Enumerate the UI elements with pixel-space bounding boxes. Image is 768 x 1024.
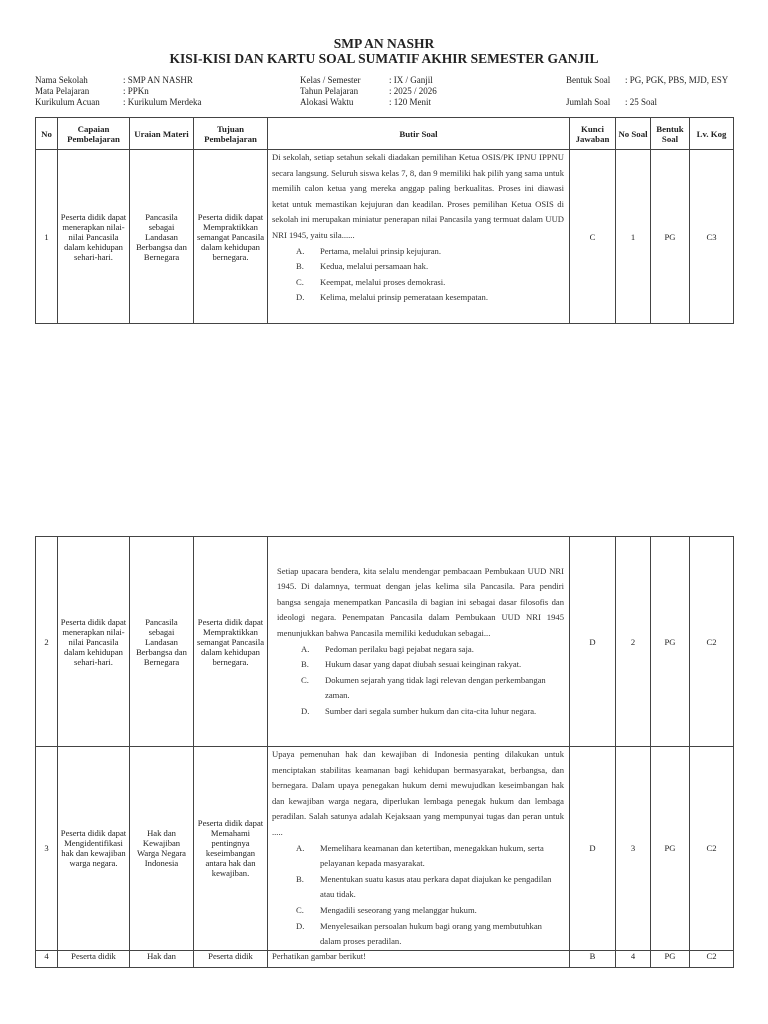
cell-nosoal: 1 (616, 150, 651, 324)
info-row (300, 75, 437, 86)
option-a: A. Memelihara keamanan dan ketertiban, menegakkan hukum, serta pelayanan kepada masyarakat. (296, 842, 544, 869)
cell-tujuan: Peserta didik (194, 950, 268, 967)
option-c: C. Mengadili seseorang yang melanggar hukum. (296, 904, 477, 915)
header-kunci: Kunci Jawaban (570, 118, 616, 150)
table-row (36, 150, 734, 324)
info-value: : 2025 / 2026 (389, 86, 437, 96)
info-label: Kurikulum Acuan (35, 97, 100, 107)
info-column-3 (566, 75, 728, 108)
info-row (35, 97, 201, 108)
cell-uraian: Hak dan Kewajiban Warga Negara Indonesia (130, 747, 194, 951)
table-header-row (36, 118, 734, 150)
question-text: Perhatikan gambar berikut! (272, 950, 367, 961)
cell-kunci: C (570, 150, 616, 324)
cell-butir-soal (268, 950, 570, 967)
cell-capaian: Peserta didik (58, 950, 130, 967)
cell-butir-soal (268, 537, 570, 747)
header-uraian: Uraian Materi (130, 118, 194, 150)
cell-kunci: D (570, 747, 616, 951)
info-label: Tahun Pelajaran (300, 86, 359, 96)
cell-uraian: Hak dan (130, 950, 194, 967)
cell-lvkog: C3 (690, 150, 734, 324)
question-text: Setiap upacara bendera, kita selalu mendengar pembacaan Pembukaan UUD NRI 1945. Di dalamnya, termuat dengan jelas kelima sila Pancasila. Para pendiri bangsa sengaja menempatkan Pancasila di bagian ini sebagai dasar filosofis dan ideologi negara. Penempatan Pancasila dalam Pembukaan UUD NRI 1945 menunjukkan bahwa Pancasila memiliki kedudukan sebagai... (277, 565, 564, 638)
cell-lvkog: C2 (690, 950, 734, 967)
cell-bentuk: PG (651, 537, 690, 747)
cell-tujuan: Peserta didik dapat Mempraktikkan semangat Pancasila dalam kehidupan bernegara. (194, 150, 268, 324)
option-c: C. Keempat, melalui proses demokrasi. (296, 276, 446, 287)
header-bentuk: Bentuk Soal (651, 118, 690, 150)
header-no: No (36, 118, 58, 150)
info-value: : 120 Menit (389, 97, 431, 107)
option-d: D. Menyelesaikan persoalan hukum bagi orang yang membutuhkan dalam proses peradilan. (296, 920, 542, 947)
cell-no: 4 (36, 950, 58, 967)
cell-kunci: B (570, 950, 616, 967)
info-value: : 25 Soal (625, 97, 658, 107)
cell-tujuan: Peserta didik dapat Mempraktikkan semangat Pancasila dalam kehidupan bernegara. (194, 537, 268, 747)
info-column-2 (300, 75, 437, 108)
header-nosoal: No Soal (616, 118, 651, 150)
question-text: Di sekolah, setiap setahun sekali diadakan pemilihan Ketua OSIS/PK IPNU IPPNU secara langsung. Seluruh siswa kelas 7, 8, dan 9 memiliki hak pilih yang sama untuk memilih calon ketua yang mereka anggap paling berkualitas. Proses ini diawasi ketat untuk memastikan kejujuran dan keadilan. Proses pemilihan Ketua OSIS di sekolah ini merupakan miniatur penerapan nilai Pancasila yang termuat dalam UUD NRI 1945, yaitu sila...... (272, 152, 564, 240)
info-label: Bentuk Soal (566, 75, 611, 85)
info-value: : IX / Ganjil (389, 75, 433, 85)
info-value: : PPKn (123, 86, 149, 96)
info-value: : SMP AN NASHR (123, 75, 193, 85)
cell-capaian: Peserta didik dapat Mengidentifikasi hak dan kewajiban warga negara. (58, 747, 130, 951)
option-d: D. Sumber dari segala sumber hukum dan cita-cita luhur negara. (301, 705, 537, 716)
info-row (566, 75, 728, 86)
header-lvkog: Lv. Kog (690, 118, 734, 150)
info-label: Nama Sekolah (35, 75, 88, 85)
cell-lvkog: C2 (690, 747, 734, 951)
cell-butir-soal (268, 747, 570, 951)
cell-nosoal: 2 (616, 537, 651, 747)
info-value: : PG, PGK, PBS, MJD, ESY (625, 75, 729, 85)
option-d: D. Kelima, melalui prinsip pemerataan kesempatan. (296, 292, 488, 303)
info-value: : Kurikulum Merdeka (123, 97, 202, 107)
cell-no: 2 (36, 537, 58, 747)
header-butir: Butir Soal (268, 118, 570, 150)
info-label: Jumlah Soal (566, 97, 611, 107)
info-row (35, 86, 201, 97)
table-row (36, 950, 734, 967)
option-b: B. Kedua, melalui persamaan hak. (296, 261, 429, 272)
cell-capaian: Peserta didik dapat menerapkan nilai-nilai Pancasila dalam kehidupan sehari-hari. (58, 537, 130, 747)
cell-lvkog: C2 (690, 537, 734, 747)
info-row (566, 97, 728, 108)
cell-no: 1 (36, 150, 58, 324)
info-label: Kelas / Semester (300, 75, 361, 85)
option-b: B. Hukum dasar yang dapat diubah sesuai keinginan rakyat. (301, 659, 522, 670)
question-text: Upaya pemenuhan hak dan kewajiban di Indonesia penting dilakukan untuk menciptakan stabilitas keamanan bagi kehidupan bermasyarakat, berbangsa, dan bernegara. Dalam upaya penegakan hukum demi mewujudkan keseimbangan hak dan kewajiban warga negara, diperlukan lembaga penegak hukum dan lembaga peradilan. Salah satunya adalah Kejaksaan yang mempunyai tugas dan peran untuk ..... (272, 749, 564, 837)
cell-uraian: Pancasila sebagai Landasan Berbangsa dan Bernegara (130, 150, 194, 324)
header-capaian: Capaian Pembelajaran (58, 118, 130, 150)
cell-capaian: Peserta didik dapat menerapkan nilai-nilai Pancasila dalam kehidupan sehari-hari. (58, 150, 130, 324)
info-row (300, 86, 437, 97)
table-row (36, 747, 734, 951)
option-b: B. Menentukan suatu kasus atau perkara dapat diajukan ke pengadilan atau tidak. (296, 873, 552, 900)
document-title: KISI-KISI DAN KARTU SOAL SUMATIF AKHIR SEMESTER GANJIL (169, 51, 599, 66)
info-column-1 (35, 75, 201, 108)
cell-nosoal: 3 (616, 747, 651, 951)
option-a: A. Pedoman perilaku bagi pejabat negara saja. (301, 643, 474, 654)
option-a: A. Pertama, melalui prinsip kejujuran. (296, 245, 441, 256)
cell-bentuk: PG (651, 150, 690, 324)
school-title: SMP AN NASHR (333, 36, 435, 51)
cell-butir-soal (268, 150, 570, 324)
info-row (300, 97, 437, 108)
table-row (36, 537, 734, 747)
cell-no: 3 (36, 747, 58, 951)
cell-bentuk: PG (651, 747, 690, 951)
info-label: Mata Pelajaran (35, 86, 90, 96)
kisi-kisi-table-page-2 (35, 536, 734, 968)
info-row (35, 75, 201, 86)
kisi-kisi-table-page-1 (35, 117, 734, 324)
cell-bentuk: PG (651, 950, 690, 967)
cell-tujuan: Peserta didik dapat Memahami pentingnya keseimbangan antara hak dan kewajiban. (194, 747, 268, 951)
info-label: Alokasi Waktu (300, 97, 354, 107)
option-c: C. Dokumen sejarah yang tidak lagi relevan dengan perkembangan zaman. (301, 674, 546, 701)
cell-nosoal: 4 (616, 950, 651, 967)
header-tujuan: Tujuan Pembelajaran (194, 118, 268, 150)
cell-uraian: Pancasila sebagai Landasan Berbangsa dan Bernegara (130, 537, 194, 747)
cell-kunci: D (570, 537, 616, 747)
